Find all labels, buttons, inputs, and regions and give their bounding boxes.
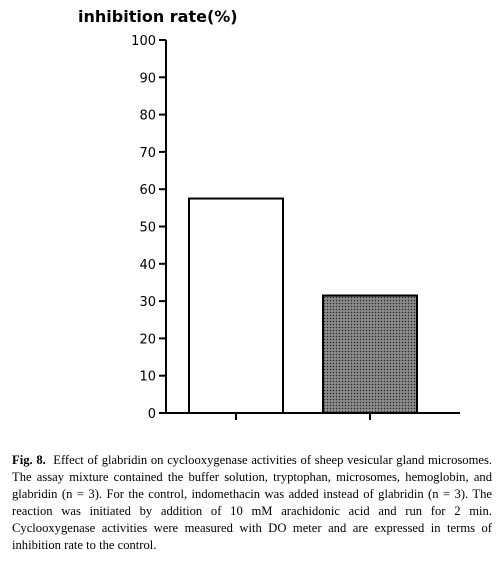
y-tick-label: 90	[139, 71, 156, 87]
y-tick-label: 60	[139, 183, 156, 199]
bars	[189, 199, 417, 413]
y-tick-label: 70	[139, 145, 156, 161]
y-ticks	[131, 34, 166, 422]
y-tick-label: 20	[139, 332, 156, 348]
caption-label: Fig. 8.	[12, 453, 46, 467]
y-axis-label: inhibition rate(%)	[78, 7, 238, 26]
x-ticks	[236, 413, 370, 420]
y-tick-label: 40	[139, 257, 156, 273]
bar-2	[323, 296, 417, 413]
y-tick-label: 100	[131, 34, 156, 49]
y-tick-label: 0	[147, 407, 156, 422]
y-tick-label: 50	[139, 220, 156, 236]
figure-caption	[12, 452, 492, 554]
y-tick-label: 30	[139, 295, 156, 311]
y-tick-label: 80	[139, 108, 156, 124]
y-tick-label: 10	[139, 369, 156, 385]
bar-1	[189, 199, 283, 413]
caption-text: Effect of glabridin on cyclooxygenase activities of sheep vesicular gland microsomes. The assay mixture contained the buffer solution, tryptophan, microsomes, hemoglobin, and glabridin (n = 3). For the control, indomethacin was added instead of glabridin (n = 3). The reaction was initiated by addition of 10 mM arachidonic acid and run for 2 min. Cyclooxygenase activities were measured with DO meter and are expressed in terms of inhibition rate to the control.	[12, 453, 492, 552]
